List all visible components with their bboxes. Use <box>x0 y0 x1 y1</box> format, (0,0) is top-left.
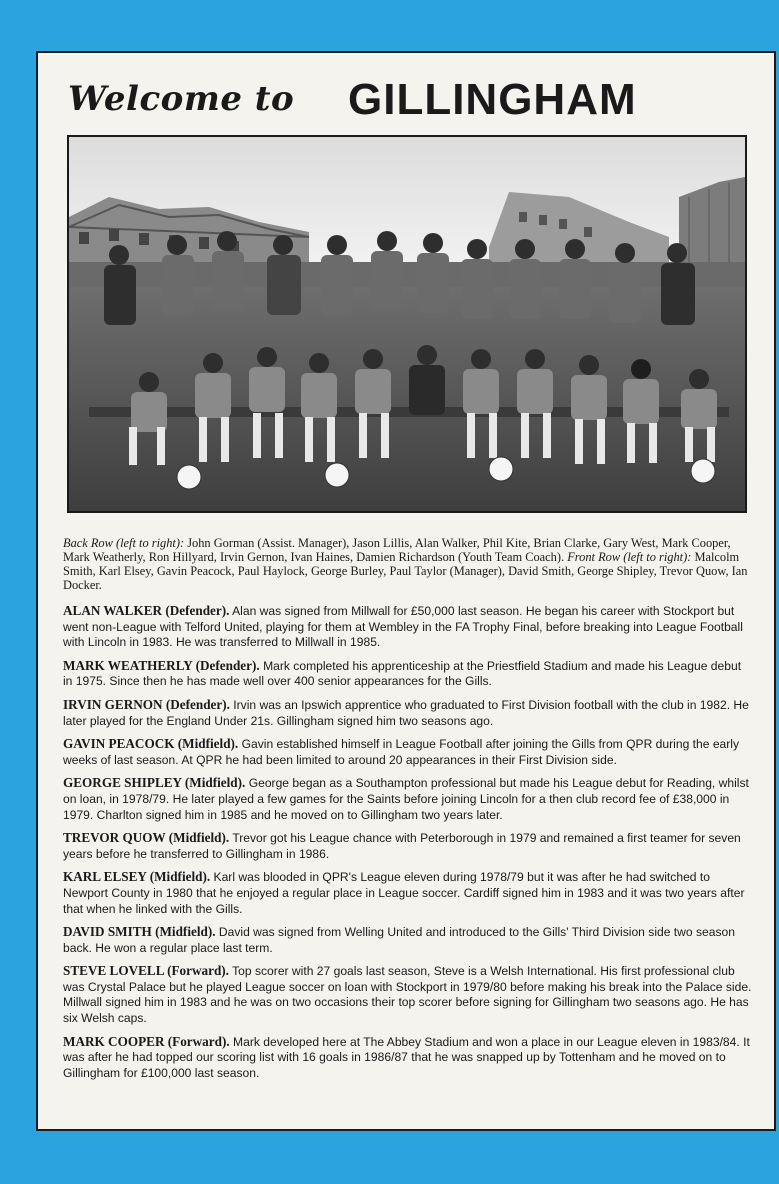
bio-text: Gavin established himself in League Football after joining the Gills from QPR during the early weeks of last season. At QPR he had been limited to around 20 appearances in their First Division side. <box>63 737 740 767</box>
bio-name: DAVID SMITH (Midfield). <box>63 924 216 940</box>
programme-page <box>36 51 776 1131</box>
back-row-names: John Gorman (Assist. Manager), Jason Lillis, Alan Walker, Phil Kite, Brian Clarke, Gary West, Mark Cooper, Mark Weatherly, Ron Hillyard, Irvin Gernon, Ivan Haines, Damien Richardson (Youth Team Coach). <box>63 536 731 564</box>
bio-karl-elsey <box>63 869 753 917</box>
bio-mark-cooper <box>63 1034 753 1082</box>
bio-text: Trevor got his League chance with Peterborough in 1979 and remained a first teamer for seven years before he transferred to Gillingham in 1986. <box>63 831 741 861</box>
bio-george-shipley <box>63 775 753 823</box>
bio-gavin-peacock <box>63 736 753 768</box>
bio-name: KARL ELSEY (Midfield). <box>63 869 211 885</box>
title-row <box>38 53 774 138</box>
bio-text: Mark completed his apprenticeship at the Priestfield Stadium and made his League debut in 1975. Since then he has made well over 400 senior appearances for the Gills. <box>63 658 742 689</box>
bio-name: MARK WEATHERLY (Defender). <box>63 657 260 673</box>
front-row-label: Front Row (left to right): <box>567 550 692 564</box>
bio-mark-weatherly <box>63 658 753 690</box>
back-row-label: Back Row (left to right): <box>63 536 185 550</box>
team-photo <box>67 135 747 513</box>
bio-name: GAVIN PEACOCK (Midfield). <box>63 736 239 752</box>
player-biographies <box>63 603 753 1088</box>
welcome-heading: Welcome to <box>68 79 295 119</box>
bio-text: Mark developed here at The Abbey Stadium and won a place in our League eleven in 1983/84. It was after he had topped our scoring list with 16 goals in 1986/87 that he was snapped up by Tottenham and he moved on to Gillingham for £100,000 last season. <box>63 1034 750 1080</box>
bio-irvin-gernon <box>63 697 753 729</box>
bio-alan-walker <box>63 603 753 651</box>
bio-name: ALAN WALKER (Defender). <box>63 603 230 618</box>
bio-text: Irvin was an Ipswich apprentice who graduated to First Division football with the club in 1982. He later played for the England Under 21s. Gillingham signed him two seasons ago. <box>63 697 749 728</box>
bio-name: IRVIN GERNON (Defender). <box>63 696 230 712</box>
bio-trevor-quow <box>63 830 753 862</box>
bio-name: STEVE LOVELL (Forward). <box>63 963 229 979</box>
bio-text: David was signed from Welling United and introduced to the Gills' Third Division side two season back. He won a regular place last term. <box>63 925 735 955</box>
front-row-names: Malcolm Smith, Karl Elsey, Gavin Peacock, Paul Haylock, George Burley, Paul Taylor (Manager), David Smith, George Shipley, Trevor Quow, Ian Docker. <box>63 550 748 592</box>
bio-name: TREVOR QUOW (Midfield). <box>63 830 230 846</box>
bio-david-smith <box>63 924 753 956</box>
bio-name: MARK COOPER (Forward). <box>63 1033 230 1049</box>
bio-text: Top scorer with 27 goals last season, Steve is a Welsh International. His first professional club was Crystal Palace but he played League soccer on loan with Stockport in 1979/80 before making his break into the Palace side. Millwall signed him in 1983 and he was on two occasions their top scorer before signing for Gillingham two seasons ago. He has six Welsh caps. <box>63 964 752 1026</box>
bio-text: Karl was blooded in QPR's League eleven during 1978/79 but it was after he had switched to Newport County in 1980 that he enjoyed a regular place in League soccer. Cardiff signed him in 1983 and it was two years after that when he linked with the Gills. <box>63 870 745 916</box>
bio-name: GEORGE SHIPLEY (Midfield). <box>63 775 246 791</box>
bio-text: George began as a Southampton professional but made his League debut for Reading, whilst on loan, in 1978/79. He later played a few games for the Saints before joining Lincoln for a then club record fee of £38,000 in 1979. Charlton signed him in 1985 and he moved on to Gillingham two years later. <box>63 776 749 822</box>
bio-steve-lovell <box>63 963 753 1026</box>
club-name-heading: GILLINGHAM <box>348 75 637 124</box>
team-photo-illustration <box>69 137 745 511</box>
photo-caption <box>63 536 753 592</box>
bio-text: Alan was signed from Millwall for £50,000 last season. He began his career with Stockport but went non-League with Telford United, playing for them at Wembley in the FA Trophy Final, before breaking into League Football with Lincoln in 1983. He was transferred to Millwall in 1985. <box>63 604 743 650</box>
